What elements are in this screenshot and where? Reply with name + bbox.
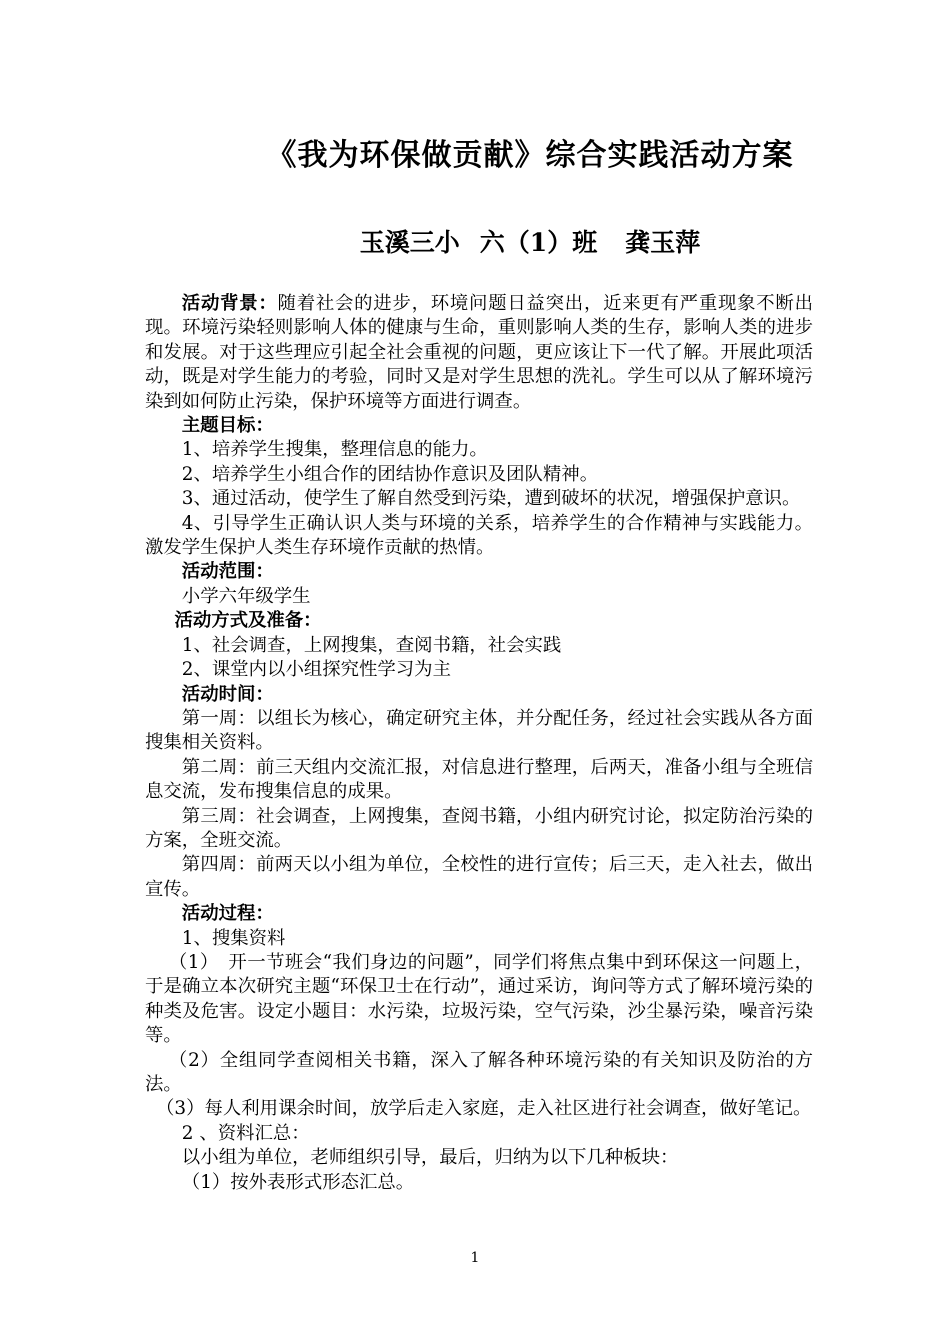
goal-item: 3、通过活动，使学生了解自然受到污染，遭到破坏的状况，增强保护意识。 — [181, 488, 801, 510]
method-item: 2、课堂内以小组探究性学习为主 — [181, 659, 451, 681]
method-item: 1、社会调查，上网搜集，查阅书籍，社会实践 — [181, 634, 562, 656]
goal-item: 2、培养学生小组合作的团结协作意识及团队精神。 — [181, 463, 599, 485]
background-paragraph — [145, 292, 813, 414]
page-number: 1 — [470, 1250, 480, 1266]
time-item: 第三周：社会调查，上网搜集，查阅书籍，小组内研究讨论，拟定防治污染的方案，全班交流。 — [145, 805, 813, 851]
process-step: 1、搜集资料 — [181, 927, 286, 949]
process-paragraph: （1） 开一节班会“我们身边的问题”，同学们将焦点集中到环保这一问题上，于是确立本次研究主题“环保卫士在行动”，通过采访，询问等方式了解环境污染的种类及危害。设定小题目：水污染，垃圾污染，空气污染，沙尘暴污染，噪音污染等。 — [145, 951, 813, 1047]
process-paragraph: 以小组为单位，老师组织引导，最后，归纳为以下几种板块： — [181, 1147, 679, 1169]
goals-heading: 主题目标： — [181, 415, 274, 437]
time-item: 第二周：前三天组内交流汇报，对信息进行整理，后两天，准备小组与全班信息交流，发布搜集信息的成果。 — [145, 756, 813, 803]
background-label: 活动背景： — [181, 293, 278, 314]
time-heading: 活动时间： — [181, 683, 274, 705]
process-paragraph: （2）全组同学查阅相关书籍，深入了解各种环境污染的有关知识及防治的方法。 — [145, 1049, 813, 1095]
author-line — [150, 223, 910, 259]
scope-text: 小学六年级学生 — [181, 585, 311, 607]
goal-item: 1、培养学生搜集，整理信息的能力。 — [181, 439, 488, 461]
process-heading: 活动过程： — [181, 903, 274, 925]
document-body — [145, 292, 813, 1195]
process-paragraph: （1）按外表形式形态汇总。 — [181, 1171, 415, 1193]
process-step: 2 、资料汇总： — [181, 1122, 310, 1144]
goal-item: 4、引导学生正确认识人类与环境的关系，培养学生的合作精神与实践能力。激发学生保护人类生存环境作贡献的热情。 — [145, 512, 813, 559]
time-item: 第一周：以组长为核心，确定研究主体，并分配任务，经过社会实践从各方面搜集相关资料。 — [145, 707, 813, 754]
author-class: 六（1）班 — [479, 228, 598, 257]
scope-heading: 活动范围： — [181, 561, 274, 583]
document-title: 《我为环保做贡献》综合实践活动方案 — [266, 138, 794, 173]
background-text: 随着社会的进步，环境问题日益突出，近来更有严重现象不断出现。环境污染轻则影响人体的健康与生命，重则影响人类的生存，影响人类的进步和发展。对于这些理应引起全社会重视的问题，更应该让下一代了解。开展此项活动，既是对学生能力的考验，同时又是对学生思想的洗礼。学生可以从了解环境污染到如何防止污染，保护环境等方面进行调查。 — [145, 293, 813, 412]
author-name: 龚玉萍 — [625, 228, 701, 257]
time-item: 第四周：前两天以小组为单位，全校性的进行宣传；后三天，走入社去，做出宣传。 — [145, 854, 813, 900]
process-paragraph: （3）每人利用课余时间，放学后走入家庭，走入社区进行社会调查，做好笔记。 — [156, 1098, 812, 1120]
author-school: 玉溪三小 — [359, 228, 460, 257]
method-heading: 活动方式及准备： — [174, 610, 322, 632]
